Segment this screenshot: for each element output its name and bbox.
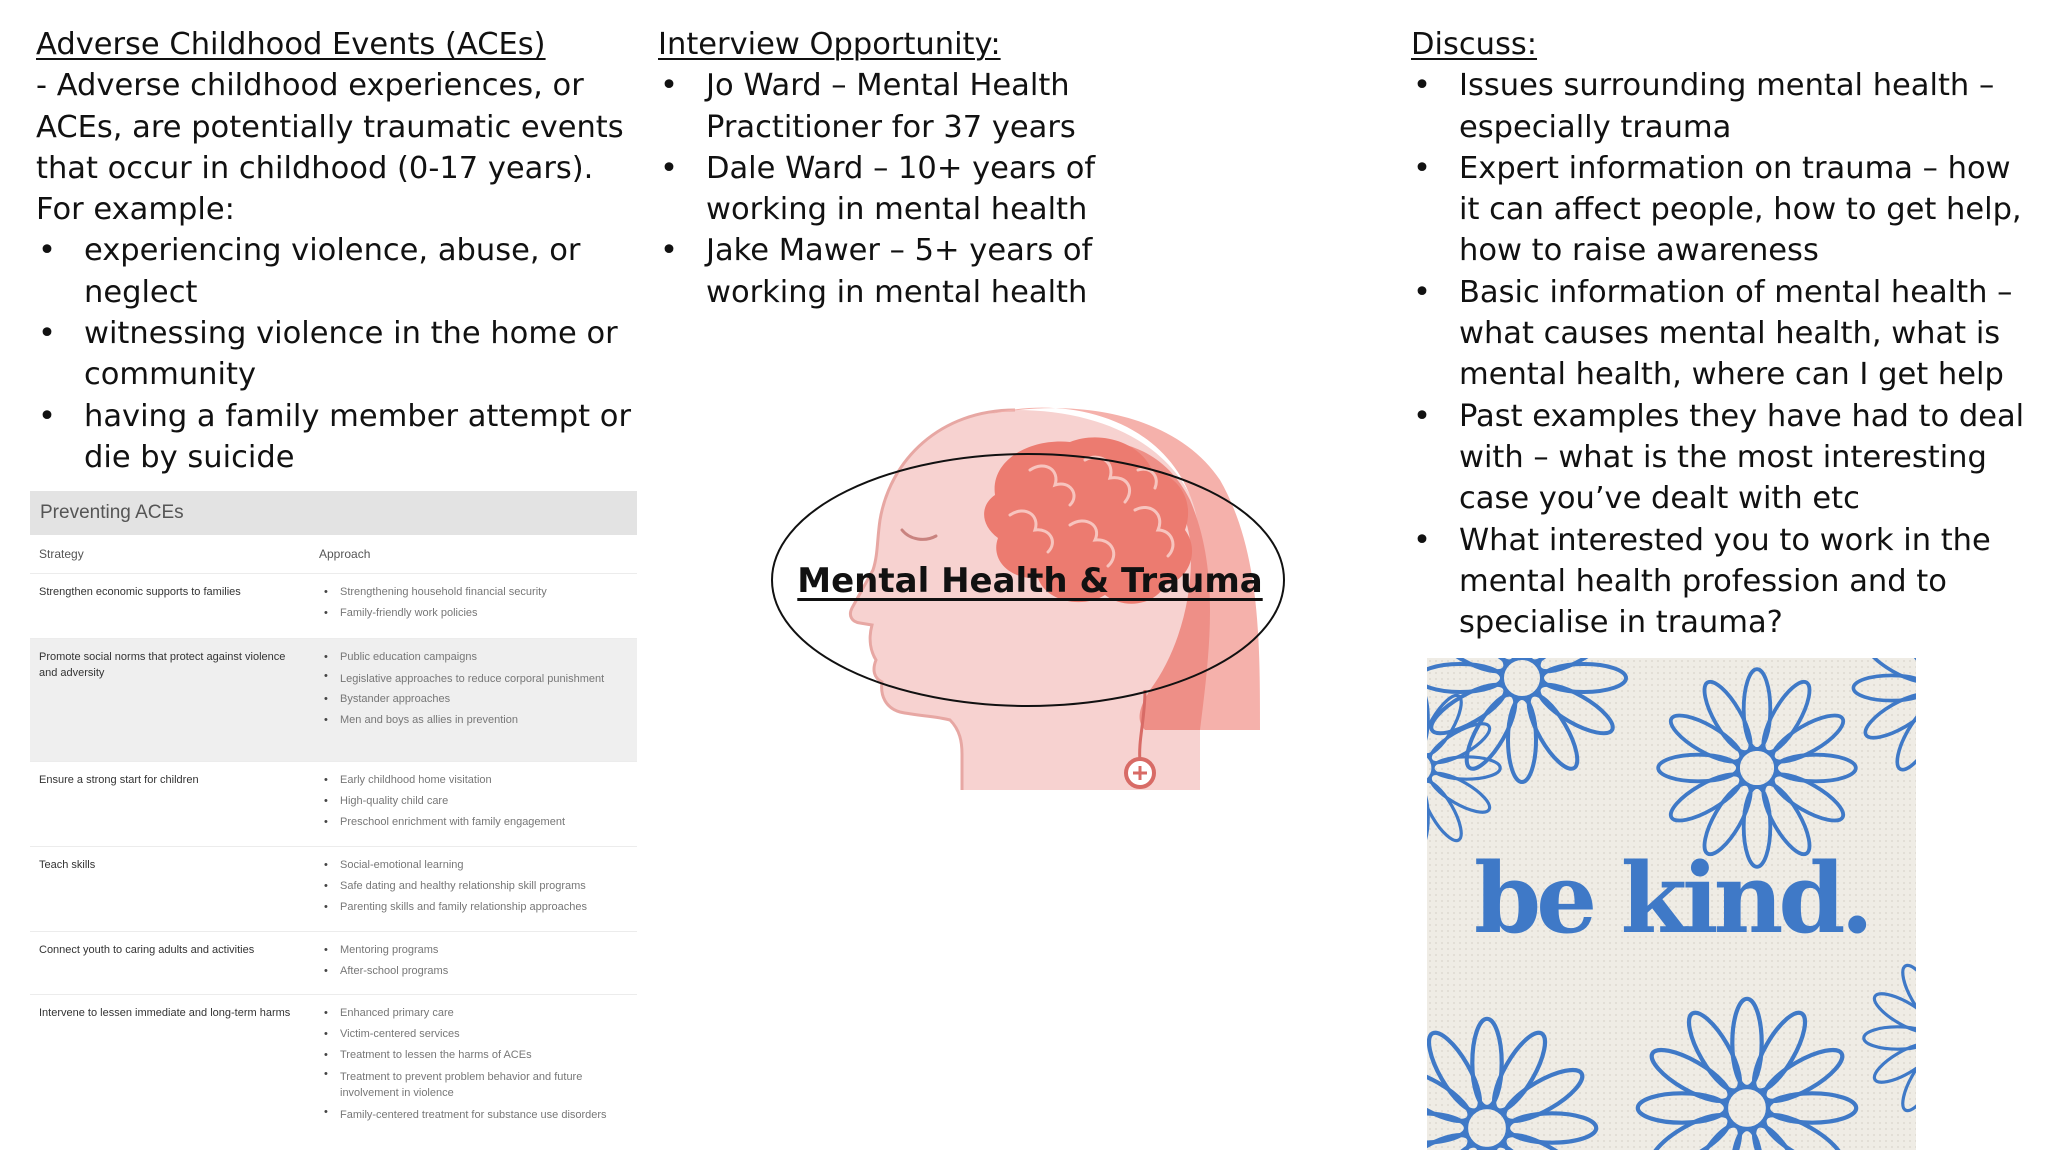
approach-item: • Victim-centered services (310, 1024, 637, 1045)
discuss-heading: Discuss: (1411, 27, 1538, 62)
column-header-strategy: Strategy (39, 547, 84, 561)
preventing-aces-table (30, 491, 637, 1146)
table-row (30, 995, 637, 1146)
aces-section (36, 24, 636, 478)
table-row (30, 847, 637, 932)
list-item: • Jake Mawer – 5+ years of working in mental health (658, 230, 1218, 313)
approach-item: • Safe dating and healthy relationship skill programs (310, 876, 637, 897)
approach-item: • Treatment to prevent problem behavior and future involvement in violence (310, 1066, 637, 1104)
table-row (30, 762, 637, 847)
be-kind-text: be kind. (1474, 842, 1869, 955)
list-item: • experiencing violence, abuse, or neglect (36, 230, 636, 313)
center-title: Mental Health & Trauma (797, 561, 1263, 601)
list-item: • Basic information of mental health – what causes mental health, what is mental health, where can I get help (1411, 272, 2036, 396)
strategy-cell: Promote social norms that protect against violence and adversity (39, 651, 286, 679)
approach-item: • Early childhood home visitation (310, 770, 637, 791)
table-row (30, 932, 637, 995)
approach-item: • Strengthening household financial security (310, 582, 637, 603)
interview-people-list (658, 65, 1218, 313)
interview-section (658, 24, 1218, 313)
column-header-approach: Approach (319, 547, 371, 561)
strategy-cell: Connect youth to caring adults and activities (39, 944, 255, 956)
table-row (30, 639, 637, 762)
list-item: • What interested you to work in the mental health profession and to specialise in trauma? (1411, 520, 2036, 644)
table-title: Preventing ACEs (30, 491, 637, 535)
strategy-cell: Ensure a strong start for children (39, 774, 199, 786)
approach-item: • Bystander approaches (310, 689, 637, 710)
aces-heading: Adverse Childhood Events (ACEs) (36, 27, 546, 62)
list-item: • Expert information on trauma – how it can affect people, how to get help, how to raise awareness (1411, 148, 2036, 272)
discuss-section (1411, 24, 2036, 643)
approach-item: • Parenting skills and family relationship approaches (310, 897, 637, 918)
list-item: • Past examples they have had to deal with – what is the most interesting case you’ve dealt with etc (1411, 396, 2036, 520)
approach-item: • Family-friendly work policies (310, 603, 637, 624)
aces-examples-list (36, 230, 636, 478)
approach-item: • High-quality child care (310, 791, 637, 812)
interview-heading: Interview Opportunity: (658, 27, 1001, 62)
approach-item: • Mentoring programs (310, 940, 637, 961)
strategy-cell: Strengthen economic supports to families (39, 586, 241, 598)
strategy-cell: Intervene to lessen immediate and long-term harms (39, 1007, 291, 1019)
approach-item: • Preschool enrichment with family engagement (310, 812, 637, 833)
strategy-cell: Teach skills (39, 859, 96, 871)
list-item: • Jo Ward – Mental Health Practitioner for 37 years (658, 65, 1218, 148)
list-item: • Dale Ward – 10+ years of working in mental health (658, 148, 1218, 231)
approach-item: • After-school programs (310, 961, 637, 982)
approach-item: • Men and boys as allies in prevention (310, 710, 637, 731)
approach-item: • Treatment to lessen the harms of ACEs (310, 1045, 637, 1066)
list-item: • Issues surrounding mental health – especially trauma (1411, 65, 2036, 148)
approach-item: • Family-centered treatment for substance use disorders (310, 1104, 637, 1123)
approach-item: • Social-emotional learning (310, 855, 637, 876)
approach-item: • Enhanced primary care (310, 1003, 637, 1024)
be-kind-poster (1427, 658, 1916, 1150)
list-item: • witnessing violence in the home or community (36, 313, 636, 396)
discuss-points-list (1411, 65, 2036, 643)
table-header (30, 535, 637, 574)
aces-intro: - Adverse childhood experiences, or ACEs, are potentially traumatic events that occur in childhood (0-17 years). For example: (36, 68, 624, 228)
table-row (30, 574, 637, 639)
list-item: • having a family member attempt or die by suicide (36, 396, 636, 479)
approach-item: • Public education campaigns (310, 647, 637, 668)
approach-item: • Legislative approaches to reduce corporal punishment (310, 668, 637, 689)
